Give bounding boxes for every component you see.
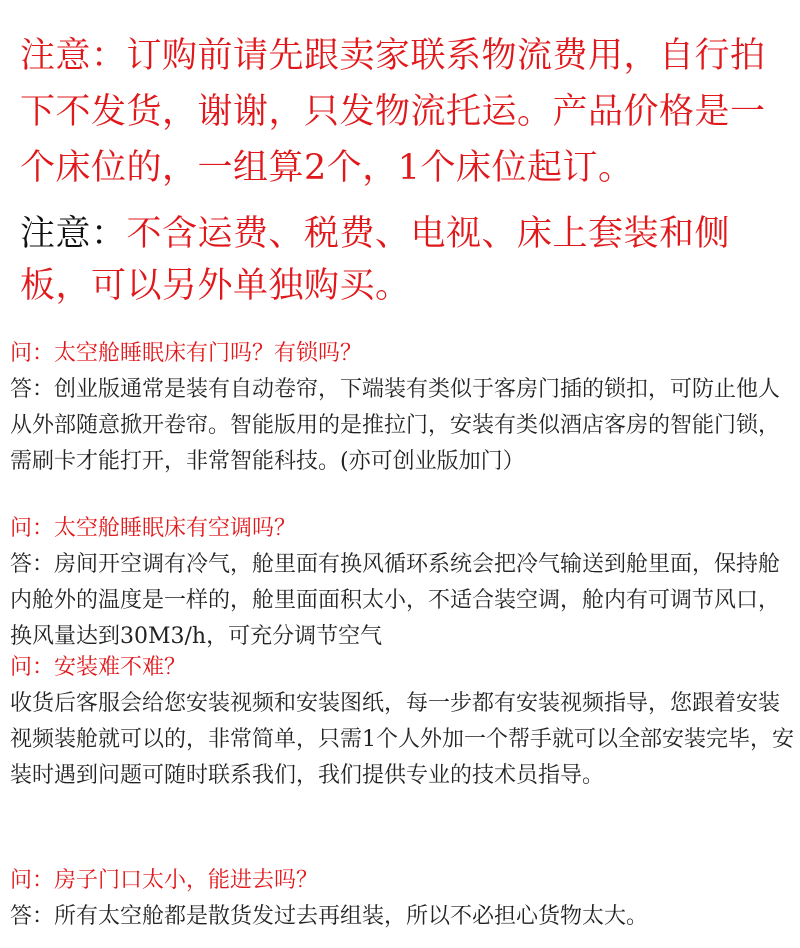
- faq-answer: 答：房间开空调有冷气，舱里面有换风循环系统会把冷气输送到舱里面，保持舱内舱外的温度是一样的，舱里面面积太小，不适合装空调，舱内有可调节风口，换风量达到30M3/h，可充分调节空气: [10, 552, 781, 649]
- question-label: 问：: [10, 655, 55, 680]
- faq-question: [10, 650, 795, 686]
- question-label: 问：: [10, 516, 55, 541]
- faq-item: [10, 336, 795, 480]
- faq-item: [10, 511, 795, 655]
- shipping-notice: [20, 28, 790, 196]
- faq-question: [10, 511, 795, 547]
- question-label: 问：: [10, 868, 55, 893]
- question-text: 安装难不难？: [54, 655, 187, 680]
- faq-answer: 答：创业版通常是装有自动卷帘，下端装有类似于客房门插的锁扣，可防止他人从外部随意掀开卷帘。智能版用的是推拉门，安装有类似酒店客房的智能门锁，需刷卡才能打开，非常智能科技。(亦可创业版加门）: [10, 377, 781, 474]
- question-text: 房子门口太小，能进去吗？: [54, 868, 319, 893]
- exclusions-notice: [20, 208, 790, 312]
- faq-answer: 答：所有太空舱都是散货发过去再组装，所以不必担心货物太大。: [10, 904, 649, 929]
- shipping-notice-text: 注意：订购前请先跟卖家联系物流费用，自行拍下不发货，谢谢，只发物流托运。产品价格是一个床位的，一组算2个，1个床位起订。: [20, 36, 766, 188]
- exclusions-notice-text: 不含运费、税费、电视、床上套装和侧板，可以另外单独购买。: [20, 214, 731, 306]
- faq-answer: 收货后客服会给您安装视频和安装图纸，每一步都有安装视频指导，您跟着安装视频装舱就可以的，非常简单，只需1个人外加一个帮手就可以全部安装完毕，安装时遇到问题可随时联系我们，我们提供专业的技术员指导。: [10, 691, 794, 788]
- faq-question: [10, 863, 795, 899]
- question-label: 问：: [10, 341, 55, 366]
- faq-question: [10, 336, 795, 372]
- faq-item: [10, 863, 795, 935]
- question-text: 太空舱睡眠床有门吗？有锁吗？: [54, 341, 363, 366]
- faq-item: [10, 650, 795, 794]
- exclusions-notice-label: 注意：: [20, 214, 127, 254]
- question-text: 太空舱睡眠床有空调吗？: [54, 516, 297, 541]
